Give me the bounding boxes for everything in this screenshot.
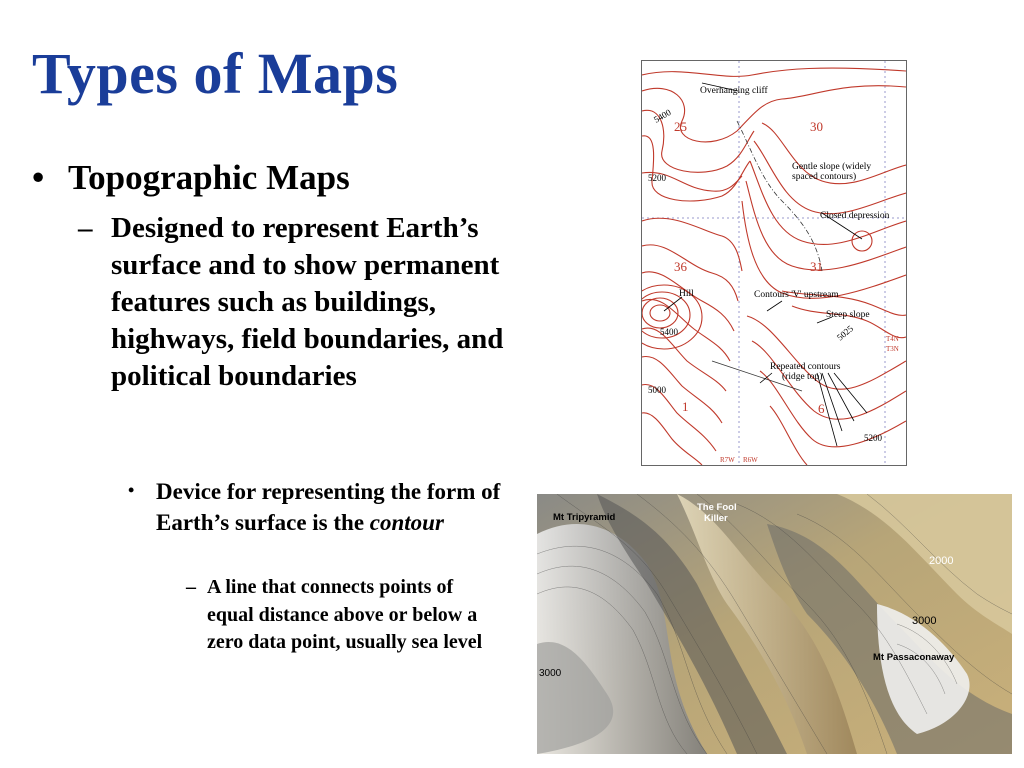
grid-r6w: R6W: [743, 456, 758, 464]
bullet-level3-prefix: Device for representing the form of Earth’s surface is the: [156, 479, 501, 535]
elevation-5200-bottom: 5200: [864, 433, 882, 443]
label-closed-depression: Closed depression: [820, 211, 890, 221]
map-annotation-labels: [679, 85, 890, 382]
section-6: 6: [818, 401, 825, 416]
grid-t4n: T4N: [886, 335, 899, 343]
label-elevation-3000-right: 3000: [912, 615, 937, 627]
grid-labels: [720, 335, 899, 464]
label-repeated-2: (ridge top): [782, 372, 823, 382]
bullet-device-for-representing: [128, 476, 508, 538]
label-contours-v: Contours 'V' upstream: [754, 290, 839, 300]
dash-marker: –: [186, 576, 196, 598]
topographic-map-svg: [642, 61, 906, 465]
bullet-topographic-maps: [32, 158, 350, 198]
section-31: 31: [810, 259, 823, 274]
section-36: 36: [674, 259, 687, 274]
bullet-level4-text: A line that connects points of equal distance above or below a zero data point, usually sea level: [207, 576, 483, 653]
label-repeated-1: Repeated contours: [770, 362, 841, 372]
shaded-relief-map-figure: [537, 494, 1012, 754]
elevation-labels: [648, 107, 883, 443]
grid-t3n: T3N: [886, 345, 899, 353]
bullet-level3-text: [156, 476, 508, 538]
shaded-relief-svg: [537, 494, 1012, 754]
label-overhanging-cliff: Overhanging cliff: [700, 86, 768, 96]
label-gentle-slope-1: Gentle slope (widely: [792, 162, 872, 172]
dash-marker: –: [78, 212, 93, 244]
elevation-5200-left: 5200: [648, 173, 666, 183]
bullet-contour-definition: [186, 574, 486, 657]
bullet-dot: •: [128, 480, 135, 500]
bullet-level1-text: Topographic Maps: [68, 158, 350, 197]
section-30: 30: [810, 119, 823, 134]
bullet-designed-to-represent: [78, 210, 518, 395]
label-fool-killer-2: Killer: [704, 513, 728, 524]
bullet-level2-text: Designed to represent Earth’s surface and to show permanent features such as buildings, highways, field boundaries, and political boundaries: [111, 212, 504, 392]
elevation-5400-top: 5400: [652, 107, 673, 125]
elevation-5000: 5000: [648, 385, 666, 395]
grid-r7w: R7W: [720, 456, 735, 464]
label-hill: Hill: [679, 289, 694, 299]
section-25: 25: [674, 119, 687, 134]
slide-title: Types of Maps: [32, 41, 399, 106]
label-fool-killer-1: The Fool: [697, 502, 737, 513]
label-mt-passaconaway: Mt Passaconaway: [873, 652, 955, 663]
topographic-map-figure: [641, 60, 907, 466]
section-1: 1: [682, 399, 689, 414]
label-mt-tripyramid: Mt Tripyramid: [553, 512, 616, 523]
elevation-5025: 5025: [834, 323, 856, 343]
label-elevation-2000: 2000: [929, 555, 954, 567]
elevation-5400-hill: 5400: [660, 327, 678, 337]
bullet-level3-emphasis: contour: [369, 510, 444, 535]
label-steep-slope: Steep slope: [826, 310, 870, 320]
label-gentle-slope-2: spaced contours): [792, 172, 857, 182]
label-elevation-3000-left: 3000: [539, 668, 562, 679]
bullet-dot: •: [32, 158, 45, 197]
